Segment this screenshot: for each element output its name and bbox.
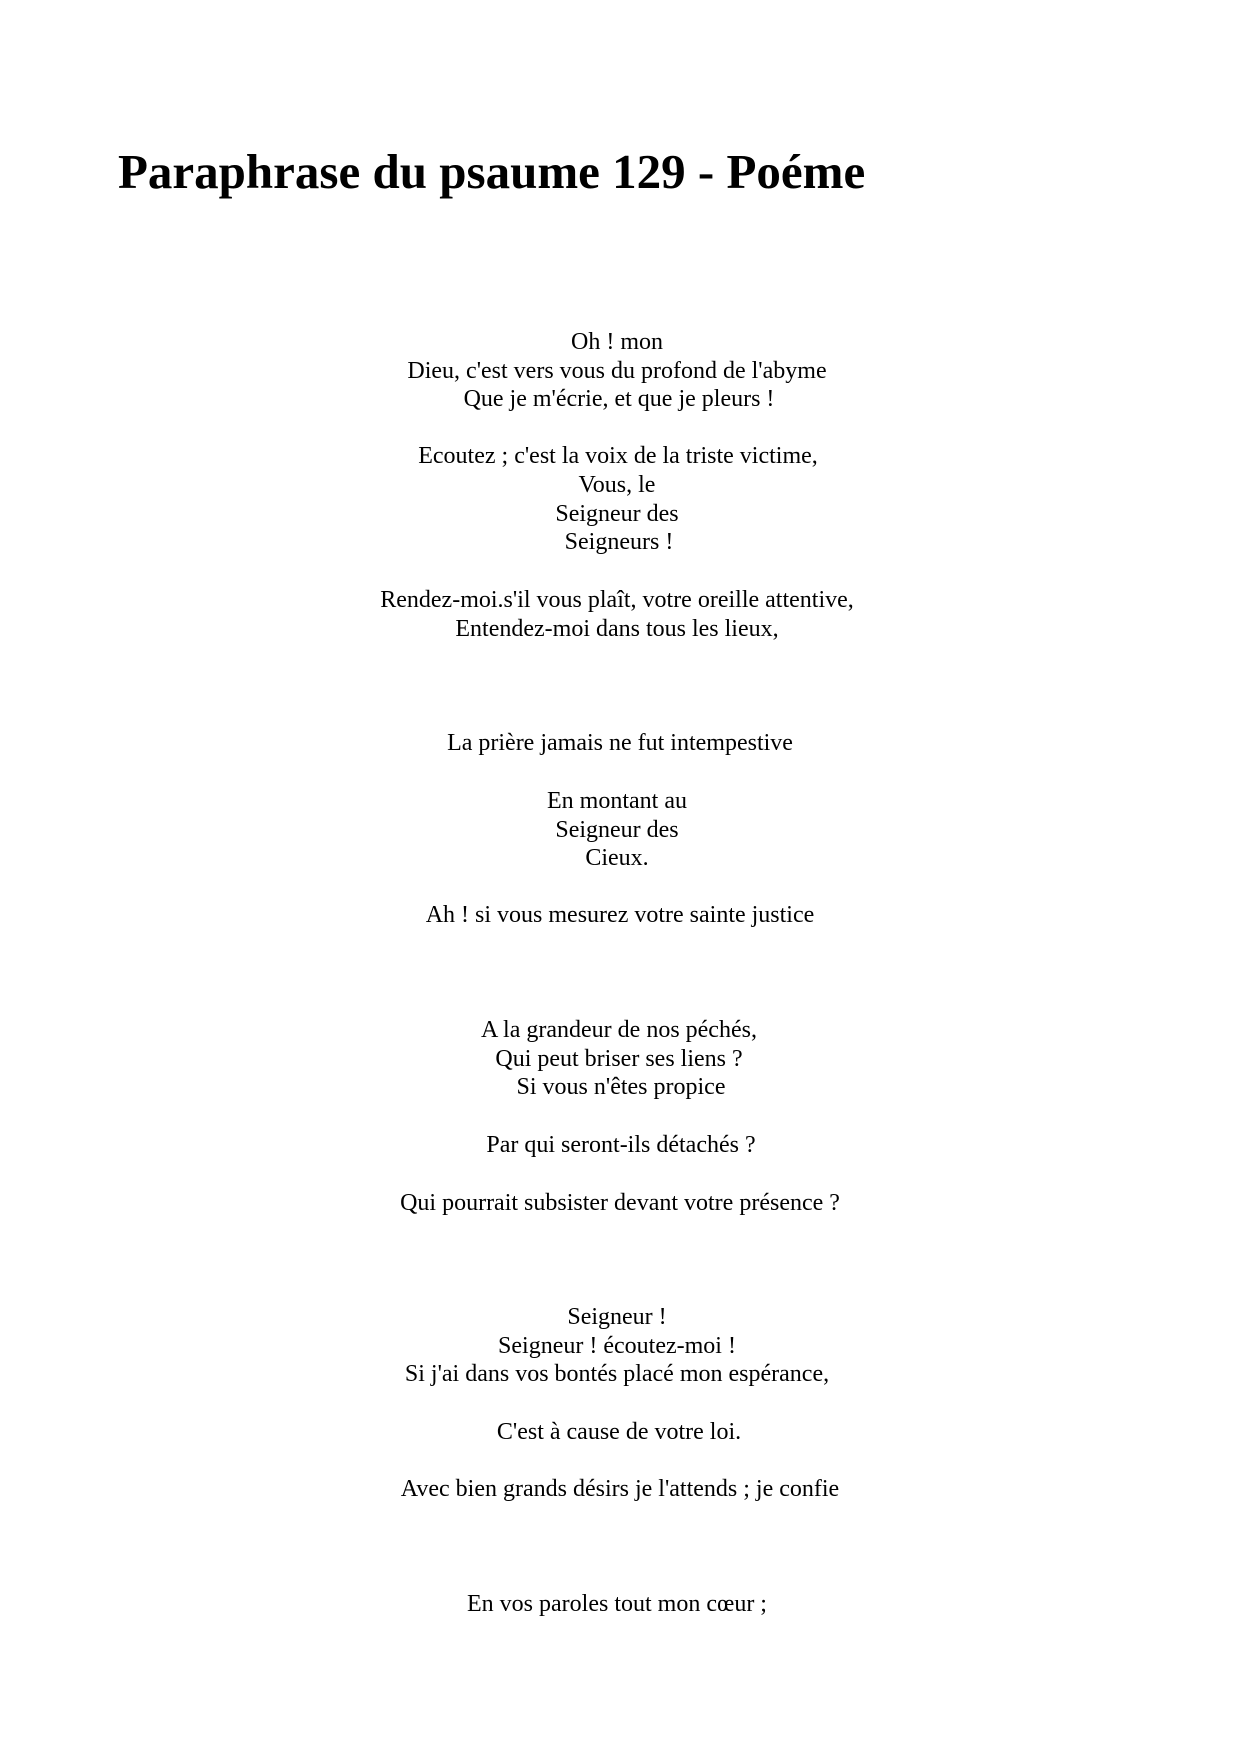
poem-line: Si vous n'êtes propice	[516, 1074, 726, 1100]
poem-line: Entendez-moi dans tous les lieux,	[455, 616, 779, 642]
poem-line: Vous, le	[578, 472, 656, 498]
poem-line: Oh ! mon	[571, 329, 663, 355]
poem-line: Ecoutez ; c'est la voix de la triste victime,	[418, 443, 818, 469]
poem-line: Cieux.	[585, 845, 649, 871]
poem-line: A la grandeur de nos péchés,	[481, 1017, 757, 1043]
poem-line: Dieu, c'est vers vous du profond de l'abyme	[407, 358, 827, 384]
poem-line: En vos paroles tout mon cœur ;	[467, 1591, 767, 1617]
poem-line: Avec bien grands désirs je l'attends ; je confie	[400, 1476, 840, 1502]
poem-line: Seigneur des	[555, 817, 679, 843]
poem-line: Qui peut briser ses liens ?	[495, 1046, 743, 1072]
poem-line: Seigneur ! écoutez-moi !	[498, 1333, 736, 1359]
poem-line: Si j'ai dans vos bontés placé mon espérance,	[404, 1361, 830, 1387]
page-title: Paraphrase du psaume 129 - Poéme	[118, 144, 866, 199]
poem-line: Rendez-moi.s'il vous plaît, votre oreille attentive,	[380, 587, 854, 613]
poem-line: Seigneur !	[567, 1304, 667, 1330]
poem-line: Seigneur des	[555, 501, 679, 527]
poem-line: En montant au	[547, 788, 687, 814]
poem-line: C'est à cause de votre loi.	[496, 1419, 742, 1445]
poem-line: Seigneurs !	[564, 529, 674, 555]
poem-line: Ah ! si vous mesurez votre sainte justice	[425, 902, 815, 928]
poem-line: La prière jamais ne fut intempestive	[447, 730, 793, 756]
poem-line: Qui pourrait subsister devant votre présence ?	[400, 1190, 840, 1216]
poem-line: Par qui seront-ils détachés ?	[486, 1132, 756, 1158]
poem-line: Que je m'écrie, et que je pleurs !	[463, 386, 775, 412]
